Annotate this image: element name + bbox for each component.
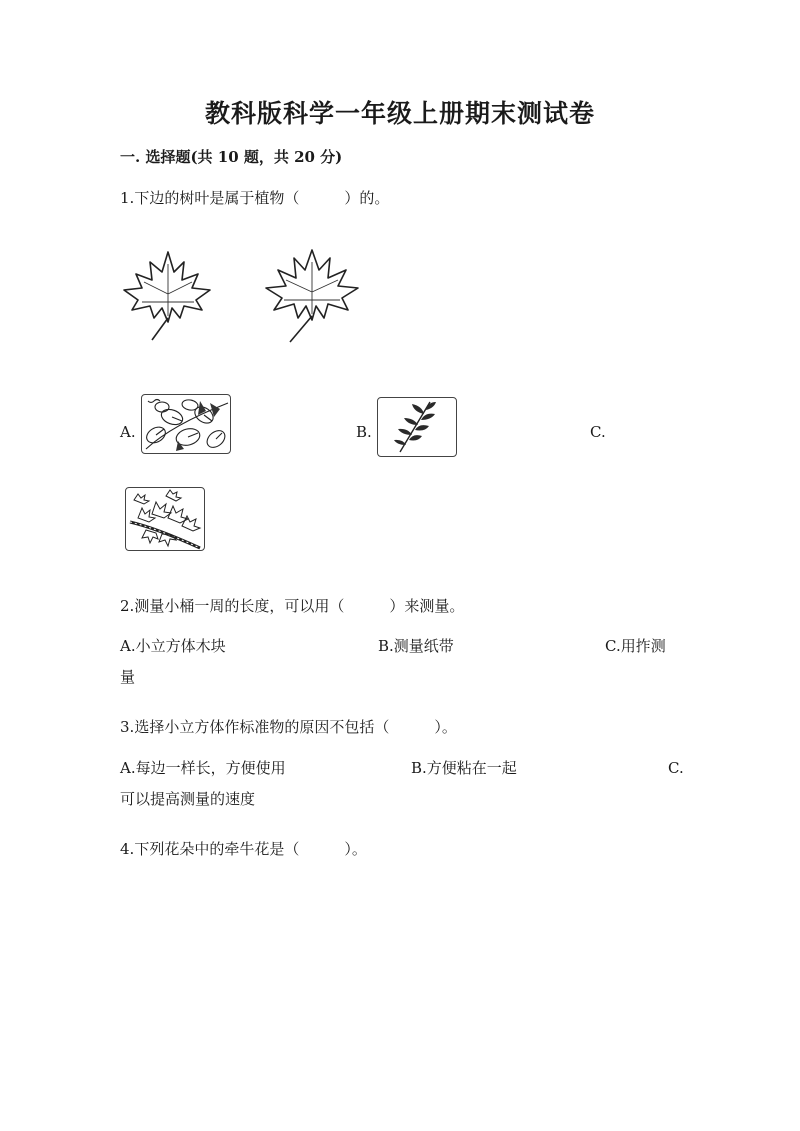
- option-c-image[interactable]: [125, 487, 205, 551]
- question-number: 1.: [120, 189, 135, 207]
- willow-branch-icon: [378, 398, 456, 456]
- option-label: B.: [411, 759, 427, 777]
- option-a[interactable]: [120, 757, 286, 779]
- maple-leaf-figure-right: [262, 244, 362, 344]
- maple-leaf-figure-left: [118, 244, 218, 344]
- option-b[interactable]: [411, 757, 517, 779]
- question-1: [120, 187, 389, 209]
- question-4: [120, 838, 367, 860]
- option-a[interactable]: [120, 635, 226, 657]
- option-a-image[interactable]: [141, 394, 231, 454]
- question-text: 下列花朵中的牵牛花是（ ）。: [134, 840, 367, 858]
- option-text: 方便粘在一起: [426, 759, 517, 777]
- option-a-label: A.: [120, 423, 136, 441]
- option-c-continuation: 可以提高测量的速度: [120, 790, 256, 808]
- option-c-continuation: 量: [120, 668, 136, 686]
- option-b-label: B.: [356, 423, 372, 441]
- question-text: 下边的树叶是属于植物（ ）的。: [134, 189, 390, 207]
- option-text: 小立方体木块: [135, 637, 226, 655]
- option-label: C.: [668, 759, 684, 777]
- question-2: [120, 595, 464, 617]
- option-c-label: C.: [590, 423, 606, 441]
- option-label: C.: [605, 637, 621, 655]
- option-text: 每边一样长，方便使用: [135, 759, 286, 777]
- dense-leaf-bush-icon: [142, 395, 230, 453]
- question-text: 选择小立方体作标准物的原因不包括（ ）。: [134, 718, 457, 736]
- option-b[interactable]: [378, 635, 454, 657]
- section-heading: 一. 选择题(共 10 题，共 20 分): [120, 148, 343, 166]
- option-text: 用拃测: [620, 637, 666, 655]
- option-c[interactable]: [605, 635, 666, 657]
- question-number: 3.: [120, 718, 135, 736]
- option-label: A.: [120, 637, 136, 655]
- question-3: [120, 716, 457, 738]
- maple-leaf-icon: [262, 244, 362, 344]
- option-b-image[interactable]: [377, 397, 457, 457]
- question-number: 2.: [120, 597, 135, 615]
- option-label: B.: [378, 637, 394, 655]
- maple-branch-icon: [126, 488, 204, 550]
- maple-leaf-icon: [118, 244, 218, 344]
- option-text: 测量纸带: [393, 637, 454, 655]
- option-label: A.: [120, 759, 136, 777]
- question-number: 4.: [120, 840, 135, 858]
- option-c[interactable]: [668, 757, 684, 779]
- question-text: 测量小桶一周的长度，可以用（ ）来测量。: [134, 597, 465, 615]
- page-title: 教科版科学一年级上册期末测试卷: [204, 99, 595, 128]
